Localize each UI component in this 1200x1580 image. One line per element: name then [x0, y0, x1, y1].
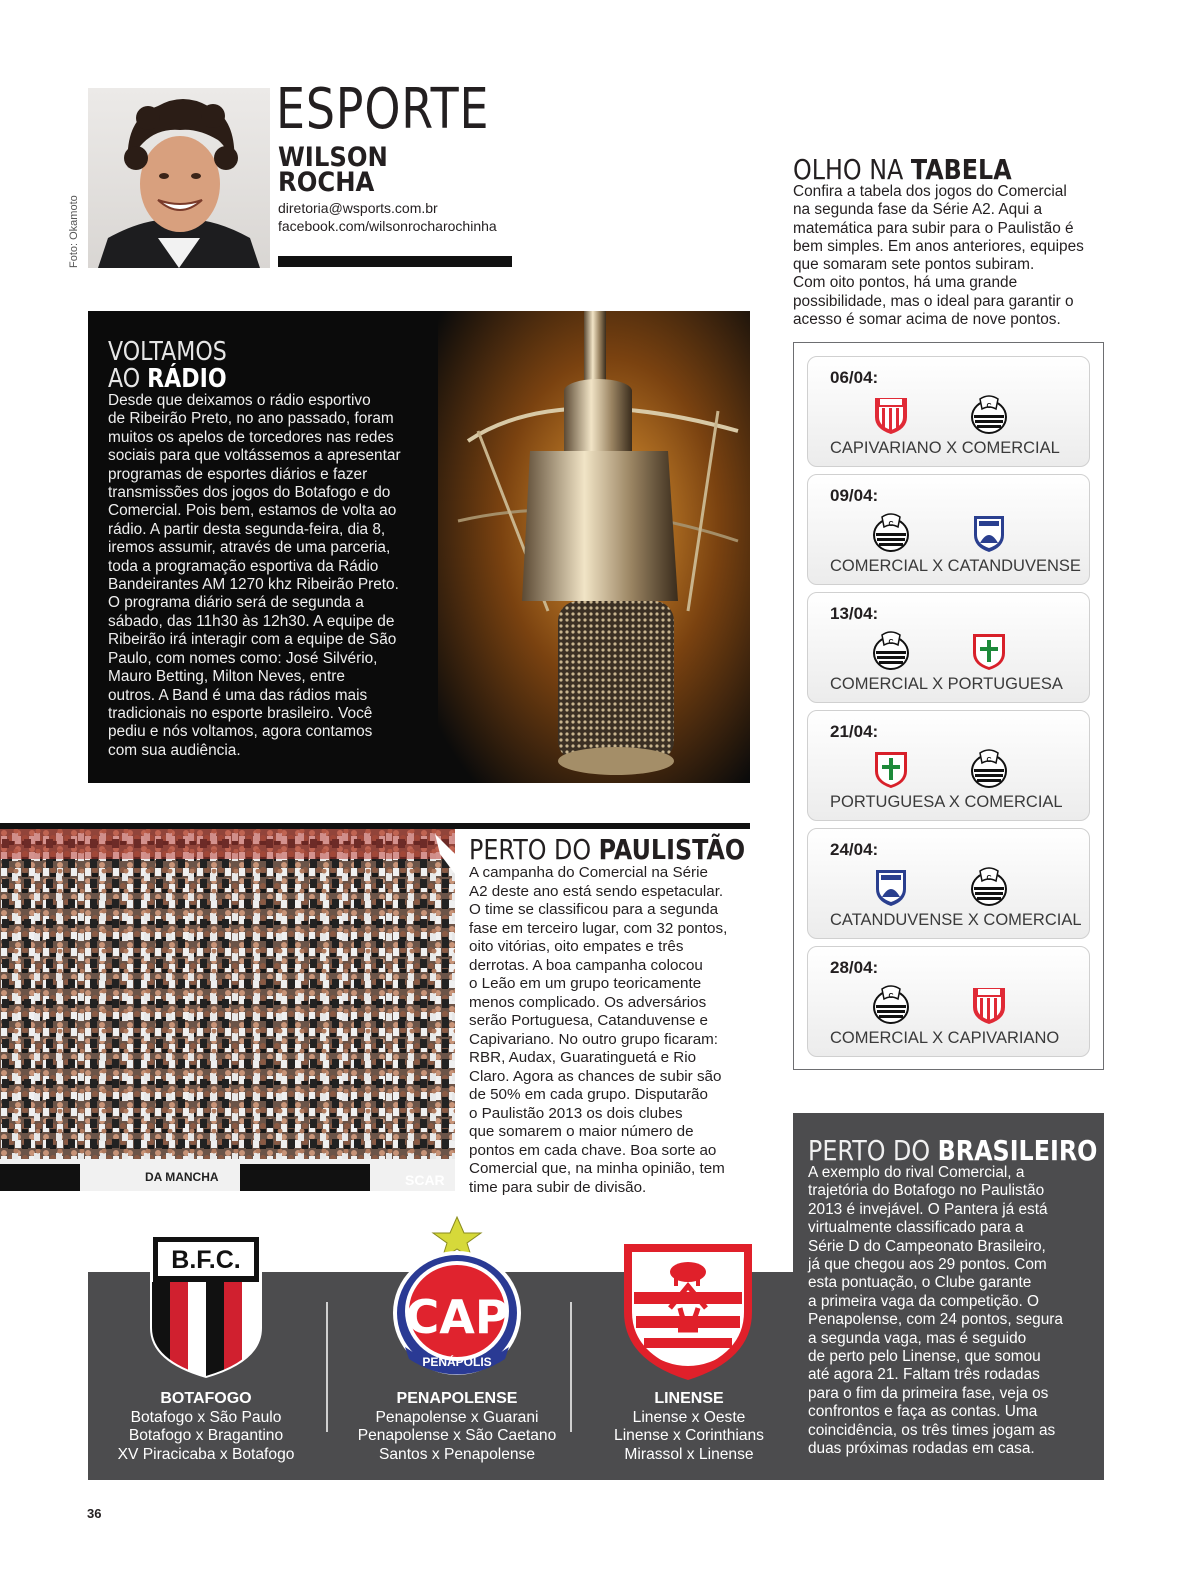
radio-line: de Ribeirão Preto, no ano passado, foram	[108, 410, 394, 428]
paulistao-body	[469, 864, 754, 1197]
brasileiro-line: A exemplo do rival Comercial, a	[808, 1164, 1025, 1181]
paulistao-line: Claro. Agora as chances de subir são	[469, 1067, 722, 1085]
team-linense	[569, 1390, 809, 1464]
radio-line: Desde que deixamos o rádio esportivo	[108, 392, 371, 409]
brasileiro-line: para o fim da primeira fase, veja os	[808, 1384, 1049, 1402]
svg-text:C: C	[986, 875, 992, 882]
page-number: 36	[87, 1506, 102, 1521]
crowd-photo	[0, 829, 455, 1191]
linense-crest-icon	[622, 1242, 754, 1382]
author-name	[278, 142, 388, 198]
paulistao-line: time para subir de divisão.	[469, 1178, 647, 1196]
radio-line: Ribeirão irá interagir com a equipe de São	[108, 631, 397, 649]
paulistao-line: pontos em cada chave. Boa sorte ao	[469, 1141, 717, 1159]
paulistao-line: que somarem o maior número de	[469, 1123, 694, 1140]
brasileiro-line: virtualmente classificado para a	[808, 1219, 1024, 1237]
paulistao-line: serão Portuguesa, Catanduvense e	[469, 1012, 708, 1029]
team-game: Linense x Corinthians	[614, 1427, 764, 1445]
comercial-crest-icon	[872, 513, 910, 553]
team-name: BOTAFOGO	[160, 1390, 252, 1407]
team-game: XV Piracicaba x Botafogo	[117, 1445, 295, 1463]
fixture-match: PORTUGUESA X COMERCIAL	[830, 793, 1063, 811]
photo-credit: Foto: Okamoto	[68, 195, 80, 268]
fixture-card	[807, 710, 1090, 821]
tabela-line: que somaram sete pontos subiram.	[793, 256, 1035, 274]
portuguesa-crest-icon	[970, 631, 1008, 671]
capivariano-crest-icon	[872, 395, 910, 435]
fixture-card	[807, 356, 1090, 467]
radio-article	[88, 311, 750, 783]
paulistao-line: A2 deste ano está sendo espetacular.	[469, 882, 724, 900]
tabela-line: na segunda fase da Série A2. Aqui a	[793, 201, 1043, 219]
penapolense-crest-icon	[387, 1215, 527, 1377]
header-rule	[278, 256, 512, 267]
fixture-card	[807, 946, 1090, 1057]
paulistao-line: Capivariano. No outro grupo ficaram:	[469, 1030, 719, 1048]
brasileiro-body	[808, 1164, 1103, 1459]
tabela-line: acesso é somar acima de nove pontos.	[793, 311, 1061, 329]
paulistao-line: o Paulistão 2013 os dois clubes	[469, 1104, 683, 1122]
team-game: Penapolense x Guarani	[375, 1408, 539, 1426]
author-first-name: WILSON	[278, 142, 388, 173]
team-botafogo	[86, 1390, 326, 1464]
brasileiro-line: 2013 é invejável. O Pantera já está	[808, 1200, 1048, 1218]
author-photo	[88, 88, 270, 268]
svg-text:C: C	[986, 757, 992, 764]
brasileiro-line: esta pontuação, o Clube garante	[808, 1274, 1032, 1292]
capivariano-crest-icon	[970, 985, 1008, 1025]
portuguesa-crest-icon	[872, 749, 910, 789]
brasileiro-line: duas próximas rodadas em casa.	[808, 1440, 1035, 1458]
author-last-name: ROCHA	[278, 167, 375, 198]
comercial-crest-icon	[872, 631, 910, 671]
fixture-card	[807, 828, 1090, 939]
paulistao-title-prefix: PERTO DO	[469, 833, 599, 866]
fixture-date: 21/04:	[830, 722, 879, 741]
brasileiro-line: até agora 21. Faltam três rodadas	[808, 1366, 1040, 1384]
team-game: Penapolense x São Caetano	[357, 1427, 557, 1445]
paulistao-title	[469, 833, 746, 866]
team-name: PENAPOLENSE	[396, 1390, 518, 1407]
fixture-card	[807, 592, 1090, 703]
radio-body	[108, 392, 438, 760]
fixture-match: CAPIVARIANO X COMERCIAL	[830, 439, 1060, 457]
radio-line: iremos assumir, através de uma parceria,	[108, 539, 391, 557]
team-game: Linense x Oeste	[632, 1408, 746, 1426]
team-game: Botafogo x São Paulo	[130, 1408, 282, 1426]
radio-line: toda a programação esportiva da Rádio	[108, 557, 379, 575]
tabela-body	[793, 183, 1103, 329]
catanduvense-crest-icon	[970, 513, 1008, 553]
author-contact	[278, 199, 497, 235]
fixture-date: 09/04:	[830, 486, 879, 505]
fixture-date: 13/04:	[830, 604, 879, 623]
penapolense-crest-sub: PENÁPOLIS	[422, 1355, 492, 1369]
svg-text:C: C	[888, 993, 894, 1000]
paulistao-line: RBR, Audax, Guaratinguetá e Rio	[469, 1049, 697, 1066]
brasileiro-title-bold: BRASILEIRO	[937, 1134, 1098, 1167]
crowd-banner-text: SCAR	[405, 1172, 445, 1188]
radio-line: transmissões dos jogos do Botafogo e do	[108, 484, 391, 502]
tabela-title-bold: TABELA	[910, 153, 1012, 186]
fixture-date: 24/04:	[830, 840, 879, 859]
brasileiro-line: Série D do Campeonato Brasileiro,	[808, 1237, 1046, 1255]
paulistao-line: menos complicado. Os adversários	[469, 993, 707, 1011]
tabela-line: Confira a tabela dos jogos do Comercial	[793, 183, 1067, 200]
radio-title-line1: VOLTAMOS	[108, 337, 227, 367]
svg-text:C: C	[888, 639, 894, 646]
radio-title-prefix: AO	[108, 364, 148, 394]
radio-line: programas de esportes diários e fazer	[108, 465, 368, 483]
radio-title	[108, 339, 227, 393]
team-game: Mirassol x Linense	[624, 1445, 754, 1463]
paulistao-line: oito vitórias, oito empates e três	[469, 938, 684, 955]
brasileiro-article	[793, 1113, 1104, 1480]
brasileiro-title	[808, 1134, 1098, 1167]
tabela-line: possibilidade, mas o ideal para garantir o	[793, 292, 1074, 310]
radio-line: Bandeirantes AM 1270 khz Ribeirão Preto.	[108, 576, 399, 594]
radio-line: Comercial. Pois bem, estamos de volta ao	[108, 502, 397, 520]
radio-line: pediu e nós voltamos, agora contamos	[108, 723, 373, 741]
paulistao-line: o Leão em um grupo teoricamente	[469, 975, 702, 992]
tabela-line: Com oito pontos, há uma grande	[793, 274, 1018, 292]
team-game: Botafogo x Bragantino	[128, 1427, 284, 1445]
section-title: ESPORTE	[276, 77, 490, 142]
comercial-crest-icon	[970, 395, 1008, 435]
botafogo-crest-text: B.F.C.	[171, 1246, 241, 1274]
paulistao-line: fase em terceiro lugar, com 32 pontos,	[469, 919, 728, 937]
team-game: Santos x Penapolense	[378, 1445, 536, 1463]
catanduvense-crest-icon	[872, 867, 910, 907]
brasileiro-line: de perto pelo Linense, que somou	[808, 1348, 1041, 1366]
paulistao-line: derrotas. A boa campanha colocou	[469, 956, 703, 974]
radio-line: sociais para que voltássemos a apresentar	[108, 447, 401, 465]
comercial-crest-icon	[872, 985, 910, 1025]
radio-line: com sua audiência.	[108, 741, 241, 759]
brasileiro-line: confrontos e faça as contas. Uma	[808, 1403, 1038, 1421]
brasileiro-line: a segunda vaga, mas é seguido	[808, 1329, 1027, 1347]
tabela-line: matemática para subir para o Paulistão é	[793, 219, 1074, 237]
crowd-banner-text: DA MANCHA	[145, 1170, 219, 1184]
radio-line: tradicionais no esporte brasileiro. Você	[108, 704, 373, 722]
fixture-match: CATANDUVENSE X COMERCIAL	[830, 911, 1082, 929]
radio-title-bold: RÁDIO	[147, 364, 227, 394]
fixture-date: 06/04:	[830, 368, 879, 387]
botafogo-crest-icon	[148, 1232, 264, 1378]
fixture-date: 28/04:	[830, 958, 879, 977]
paulistao-title-bold: PAULISTÃO	[598, 833, 746, 866]
radio-line: Mauro Betting, Milton Neves, entre	[108, 668, 345, 686]
brasileiro-line: Penapolense, com 24 pontos, segura	[808, 1311, 1063, 1329]
linense-crest-text: 1927	[675, 1355, 701, 1367]
fixture-card	[807, 474, 1090, 585]
brasileiro-line: trajetória do Botafogo no Paulistão	[808, 1182, 1045, 1200]
radio-line: sábado, das 11h30 às 12h30. A equipe de	[108, 612, 395, 630]
radio-title-line2	[108, 366, 227, 393]
fixtures-table	[793, 342, 1104, 1070]
comercial-crest-icon	[970, 867, 1008, 907]
svg-text:C: C	[888, 521, 894, 528]
radio-line: rádio. A partir desta segunda-feira, dia 8,	[108, 520, 386, 538]
paulistao-line: A campanha do Comercial na Série	[469, 864, 708, 881]
fixture-match: COMERCIAL X CATANDUVENSE	[830, 557, 1081, 575]
author-email-link[interactable]: diretoria@wsports.com.br	[278, 200, 438, 216]
penapolense-crest-text: CAP	[405, 1290, 509, 1344]
team-penapolense	[337, 1390, 577, 1464]
fixture-match: COMERCIAL X PORTUGUESA	[830, 675, 1063, 693]
paulistao-line: de 50% em cada grupo. Disputarão	[469, 1086, 708, 1103]
brasileiro-title-prefix: PERTO DO	[808, 1134, 938, 1167]
comercial-crest-icon	[970, 749, 1008, 789]
fixture-match: COMERCIAL X CAPIVARIANO	[830, 1029, 1060, 1047]
tabela-line: bem simples. Em anos anteriores, equipes	[793, 237, 1084, 255]
tabela-title	[793, 155, 1012, 185]
radio-line: O programa diário será de segunda a	[108, 594, 364, 612]
tabela-title-prefix: OLHO NA	[793, 153, 911, 186]
brasileiro-line: coincidência, os três times jogam as	[808, 1421, 1056, 1439]
radio-line: outros. A Band é uma das rádios mais	[108, 686, 368, 704]
radio-line: Paulo, com nomes como: José Silvério,	[108, 649, 378, 667]
team-divider	[326, 1302, 328, 1432]
paulistao-line: Comercial que, na minha opinião, tem	[469, 1160, 725, 1177]
paulistao-line: O time se classificou para a segunda	[469, 901, 719, 918]
brasileiro-line: já que chegou aos 29 pontos. Com	[808, 1256, 1047, 1274]
author-facebook-link[interactable]: facebook.com/wilsonrocharochinha	[278, 218, 497, 234]
team-name: LINENSE	[654, 1390, 724, 1407]
microphone-image	[438, 311, 750, 783]
radio-line: muitos os apelos de torcedores nas redes	[108, 428, 394, 446]
brasileiro-line: a primeira vaga da competição. O	[808, 1292, 1039, 1310]
svg-text:C: C	[986, 403, 992, 410]
